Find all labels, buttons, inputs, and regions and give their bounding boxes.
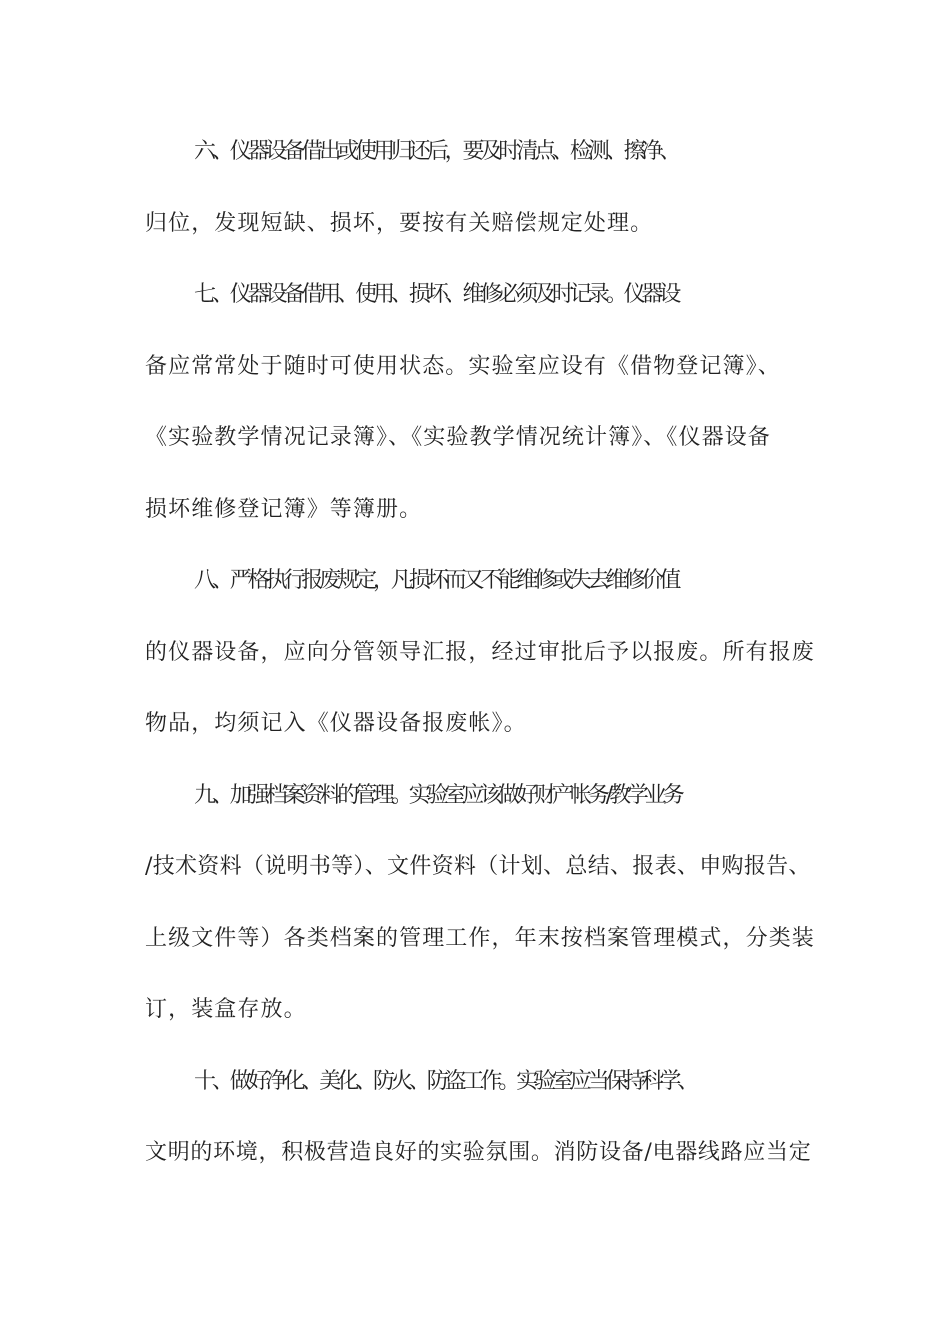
paragraph-7-line-3: 《实验教学情况记录簿》、《实验教学情况统计簿》、《仪器设备 bbox=[145, 425, 771, 450]
paragraph-9-line-3: 上级文件等）各类档案的管理工作，年末按档案管理模式，分类装 bbox=[145, 926, 815, 951]
paragraph-9-line-2: /技术资料（说明书等）、文件资料（计划、总结、报表、申购报告、 bbox=[145, 854, 811, 879]
paragraph-8-line-3: 物品，均须记入《仪器设备报废帐》。 bbox=[145, 711, 527, 736]
paragraph-8-line-2: 的仪器设备，应向分管领导汇报，经过审批后予以报废。所有报废 bbox=[145, 640, 815, 665]
paragraph-8-line-1: 八、严格执行报废规定，凡损坏而又不能维修或失去维修价值 bbox=[194, 568, 678, 593]
paragraph-9-line-1: 九、加强档案资料的管理。实验室应该做好财产帐务/教学业务 bbox=[194, 783, 681, 808]
paragraph-7-line-4: 损坏维修登记簿》等簿册。 bbox=[145, 497, 423, 522]
paragraph-6-line-1: 六、仪器设备借出或使用归还后，要及时清点、检测、擦净、 bbox=[194, 139, 678, 164]
paragraph-7-line-1: 七、仪器设备借用、使用、损坏、维修必须及时记录。仪器设 bbox=[194, 282, 678, 307]
paragraph-6-line-2: 归位，发现短缺、损坏，要按有关赔偿规定处理。 bbox=[145, 211, 654, 236]
paragraph-7-line-2: 备应常常处于随时可使用状态。实验室应设有《借物登记簿》、 bbox=[145, 354, 781, 379]
paragraph-10-line-1: 十、做好净化、美化、防火、防盗工作。实验室应当保持科学、 bbox=[194, 1069, 696, 1094]
paragraph-9-line-4: 订，装盒存放。 bbox=[145, 997, 307, 1022]
paragraph-10-line-2: 文明的环境，积极营造良好的实验氛围。消防设备/电器线路应当定 bbox=[145, 1140, 812, 1165]
